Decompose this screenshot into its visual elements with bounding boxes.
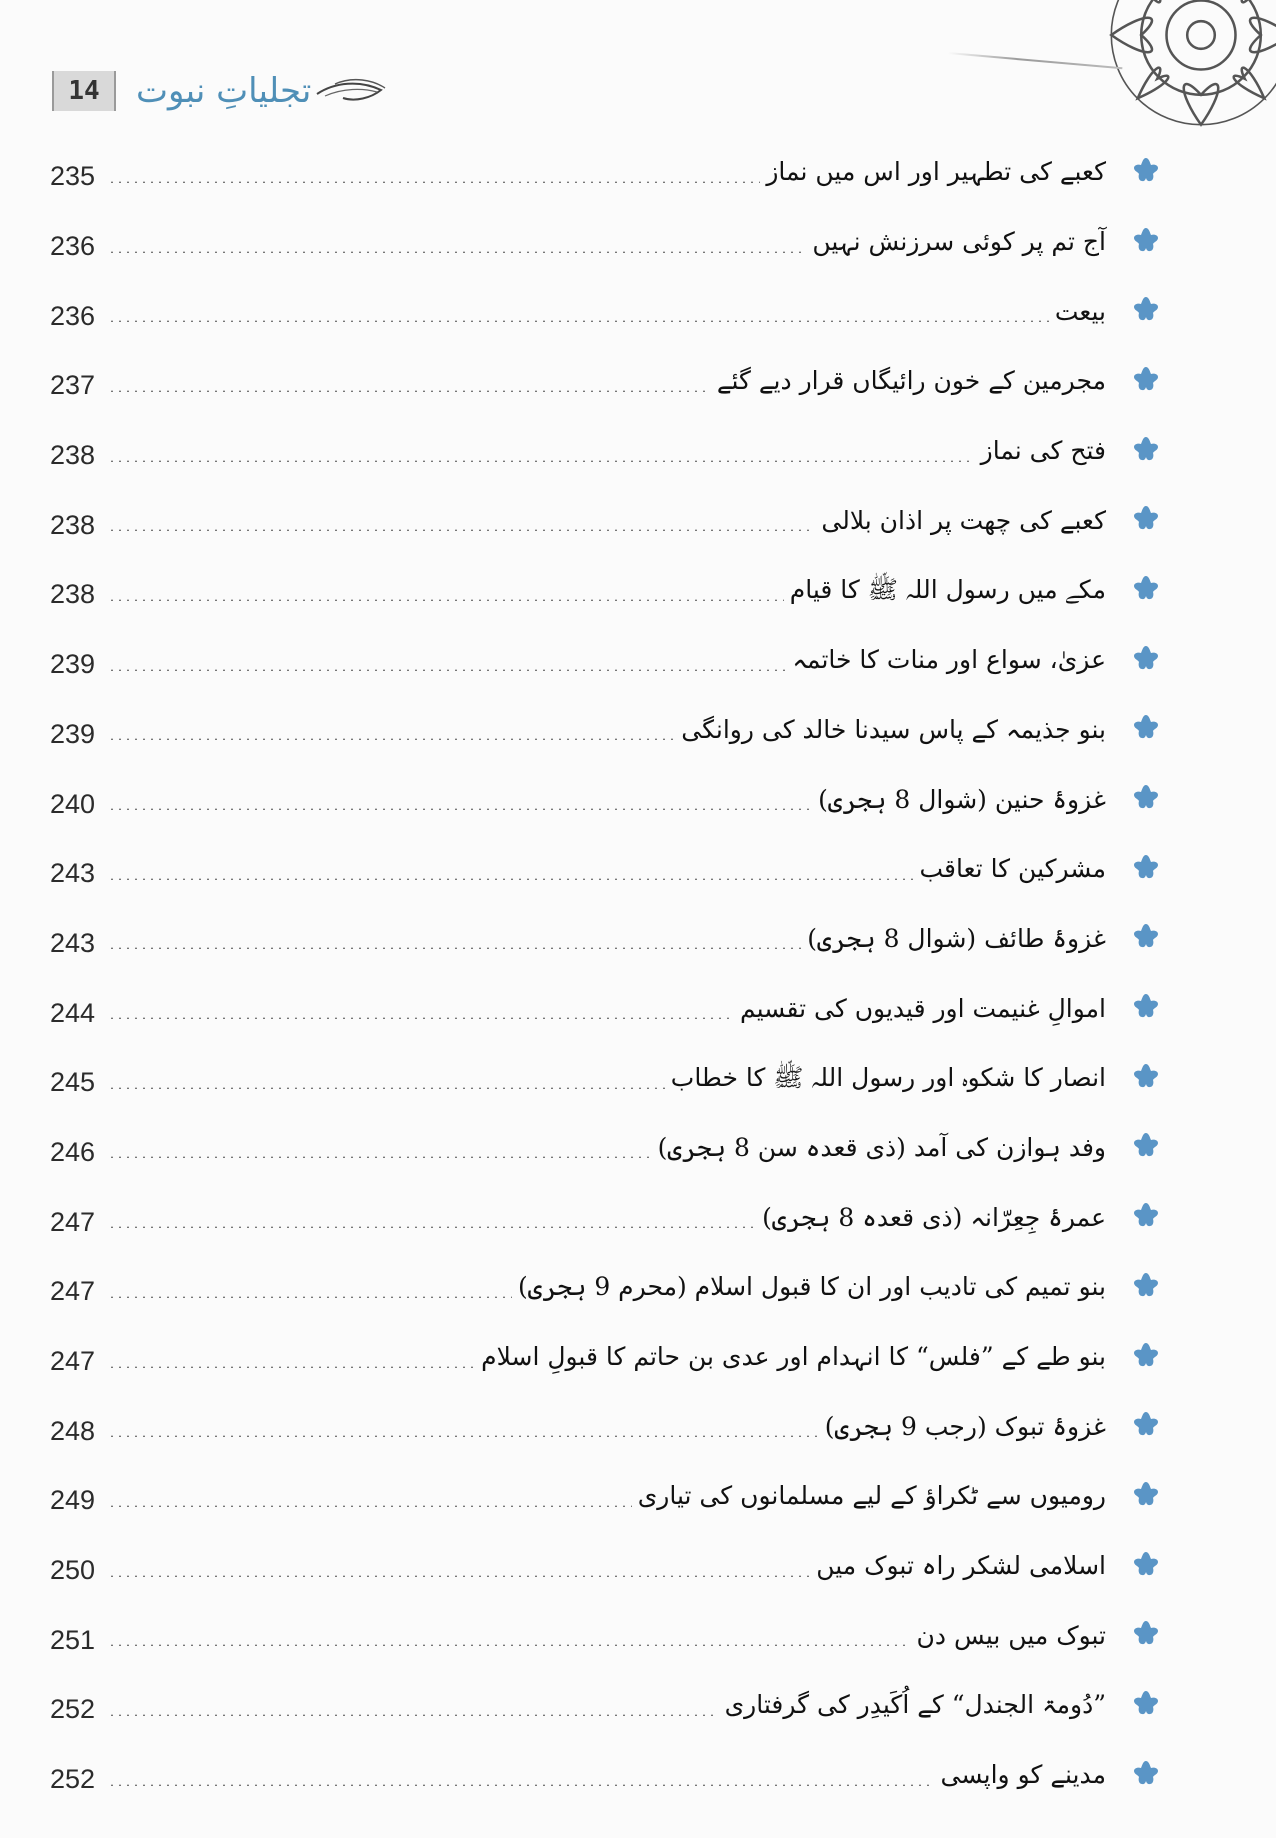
toc-entry[interactable] [50, 483, 1160, 553]
flower-bullet-icon [1132, 574, 1160, 602]
dot-leader [108, 878, 913, 880]
flower-bullet-icon [1132, 1201, 1160, 1229]
dot-leader [108, 808, 812, 810]
toc-entry-title: فتح کی نماز [980, 436, 1106, 466]
toc-entry[interactable] [50, 762, 1160, 832]
flower-bullet-icon [1132, 713, 1160, 741]
toc-page-number: 236 [50, 300, 96, 331]
toc-page-number: 245 [50, 1067, 96, 1098]
toc-entry-title: آج تم پر کوئی سرزنش نہیں [812, 227, 1106, 257]
dot-leader [108, 529, 815, 531]
dot-leader [108, 1435, 819, 1437]
toc-entry-title: بیعت [1054, 296, 1106, 326]
toc-page-number: 251 [50, 1624, 96, 1655]
toc-entry-title: بنو تمیم کی تادیب اور ان کا قبول اسلام (محرم 9 ہجری) [518, 1272, 1106, 1302]
toc-entry-title: اسلامی لشکر راہ تبوک میں [816, 1551, 1106, 1581]
flower-bullet-icon [1132, 992, 1160, 1020]
toc-entry[interactable] [50, 135, 1160, 205]
dot-leader [108, 738, 675, 740]
toc-entry-title: بنو طے کے ”فلس“ کا انہدام اور عدی بن حاتم کا قبولِ اسلام [481, 1342, 1106, 1372]
toc-entry-title: مدینے کو واپسی [940, 1760, 1106, 1790]
toc-entry[interactable] [50, 1598, 1160, 1668]
dot-leader [108, 1575, 810, 1577]
swash-ornament-icon [315, 76, 387, 106]
toc-entry-title: رومیوں سے ٹکراؤ کے لیے مسلمانوں کی تیاری [637, 1481, 1106, 1511]
toc-entry-title: مشرکین کا تعاقب [919, 854, 1106, 884]
flower-bullet-icon [1132, 1062, 1160, 1090]
dot-leader [108, 460, 975, 462]
toc-entry-title: تبوک میں بیس دن [916, 1620, 1106, 1650]
toc-entry[interactable] [50, 832, 1160, 902]
dot-leader [108, 1505, 632, 1507]
toc-entry-title: بنو جذیمہ کے پاس سیدنا خالد کی روانگی [681, 714, 1106, 744]
toc-page-number: 239 [50, 649, 96, 680]
toc-page-number: 236 [50, 231, 96, 262]
toc-entry-title: انصار کا شکوہ اور رسول اللہ ﷺ کا خطاب [670, 1063, 1106, 1093]
toc-entry[interactable] [50, 693, 1160, 763]
toc-page-number: 244 [50, 997, 96, 1028]
dot-leader [108, 947, 801, 949]
toc-entry[interactable] [50, 553, 1160, 623]
page-number-box: 14 [52, 71, 116, 111]
flower-bullet-icon [1132, 295, 1160, 323]
toc-page-number: 247 [50, 1206, 96, 1237]
toc-entry-title: اموالِ غنیمت اور قیدیوں کی تقسیم [739, 993, 1106, 1023]
flower-bullet-icon [1132, 1131, 1160, 1159]
flower-bullet-icon [1132, 226, 1160, 254]
toc-page-number: 243 [50, 927, 96, 958]
toc-entry[interactable] [50, 1250, 1160, 1320]
flower-bullet-icon [1132, 1619, 1160, 1647]
toc-page-number: 235 [50, 161, 96, 192]
toc-page-number: 249 [50, 1485, 96, 1516]
toc-page-number: 248 [50, 1415, 96, 1446]
dot-leader [108, 1296, 512, 1298]
flower-bullet-icon [1132, 365, 1160, 393]
flower-bullet-icon [1132, 922, 1160, 950]
toc-page-number: 252 [50, 1694, 96, 1725]
toc-entry-title: غزوۂ حنین (شوال 8 ہجری) [818, 784, 1106, 814]
toc-entry[interactable] [50, 1111, 1160, 1181]
flower-bullet-icon [1132, 504, 1160, 532]
toc-page-number: 246 [50, 1136, 96, 1167]
dot-leader [108, 181, 760, 183]
toc-page-number: 240 [50, 788, 96, 819]
toc-page-number: 250 [50, 1555, 96, 1586]
toc-entry-title: عزیٰ، سواع اور منات کا خاتمہ [792, 645, 1106, 675]
dot-leader [108, 1017, 734, 1019]
dot-leader [108, 251, 806, 253]
dot-leader [108, 1366, 475, 1368]
flower-bullet-icon [1132, 156, 1160, 184]
toc-page-number: 247 [50, 1346, 96, 1377]
toc-page-number: 237 [50, 370, 96, 401]
flower-bullet-icon [1132, 1271, 1160, 1299]
toc-entry-title: وفد ہوازن کی آمد (ذی قعدہ سن 8 ہجری) [657, 1132, 1106, 1162]
toc-entry[interactable] [50, 1459, 1160, 1529]
flower-bullet-icon [1132, 1410, 1160, 1438]
dot-leader [108, 669, 786, 671]
table-of-contents [50, 135, 1160, 1808]
toc-entry-title: غزوۂ تبوک (رجب 9 ہجری) [824, 1411, 1106, 1441]
toc-entry[interactable] [50, 1738, 1160, 1808]
toc-page-number: 238 [50, 440, 96, 471]
flower-bullet-icon [1132, 435, 1160, 463]
toc-entry-title: کعبے کی چھت پر اذان بلالی [821, 505, 1106, 535]
toc-entry-title: عمرۂ جِعِرّانہ (ذی قعدہ 8 ہجری) [762, 1202, 1106, 1232]
dot-leader [108, 1087, 665, 1089]
dot-leader [108, 1226, 756, 1228]
toc-entry[interactable] [50, 902, 1160, 972]
toc-entry-title: مجرمین کے خون رائیگاں قرار دیے گئے [716, 366, 1106, 396]
toc-page-number: 252 [50, 1764, 96, 1795]
toc-entry[interactable] [50, 1389, 1160, 1459]
toc-entry-title: کعبے کی تطہیر اور اس میں نماز [766, 157, 1106, 187]
flower-bullet-icon [1132, 1689, 1160, 1717]
toc-entry[interactable] [50, 205, 1160, 275]
mandala-ornament-icon [1086, 0, 1276, 150]
dot-leader [108, 320, 1049, 322]
dot-leader [108, 599, 784, 601]
flower-bullet-icon [1132, 1341, 1160, 1369]
toc-entry[interactable] [50, 274, 1160, 344]
toc-entry-title: غزوۂ طائف (شوال 8 ہجری) [807, 923, 1106, 953]
dot-leader [108, 390, 711, 392]
dot-leader [108, 1156, 652, 1158]
dot-leader [108, 1784, 935, 1786]
toc-entry[interactable] [50, 1041, 1160, 1111]
toc-entry[interactable] [50, 623, 1160, 693]
flower-bullet-icon [1132, 1480, 1160, 1508]
toc-entry[interactable] [50, 1320, 1160, 1390]
flower-bullet-icon [1132, 783, 1160, 811]
toc-entry-title: مکے میں رسول اللہ ﷺ کا قیام [789, 575, 1106, 605]
toc-page-number: 238 [50, 509, 96, 540]
flower-bullet-icon [1132, 644, 1160, 672]
toc-entry[interactable] [50, 1529, 1160, 1599]
toc-entry[interactable] [50, 1668, 1160, 1738]
toc-page-number: 247 [50, 1276, 96, 1307]
toc-entry[interactable] [50, 414, 1160, 484]
flower-bullet-icon [1132, 1759, 1160, 1787]
dot-leader [108, 1644, 911, 1646]
flower-bullet-icon [1132, 1550, 1160, 1578]
toc-entry[interactable] [50, 344, 1160, 414]
dot-leader [108, 1714, 719, 1716]
toc-entry-title: ”دُومۃ الجندل“ کے اُکَیدِر کی گرفتاری [724, 1690, 1106, 1720]
toc-page-number: 243 [50, 858, 96, 889]
flower-bullet-icon [1132, 853, 1160, 881]
toc-page-number: 238 [50, 579, 96, 610]
toc-entry[interactable] [50, 971, 1160, 1041]
running-header [52, 70, 387, 112]
toc-entry[interactable] [50, 1180, 1160, 1250]
book-title: تجلیاتِ نبوت [136, 71, 312, 111]
toc-page-number: 239 [50, 718, 96, 749]
